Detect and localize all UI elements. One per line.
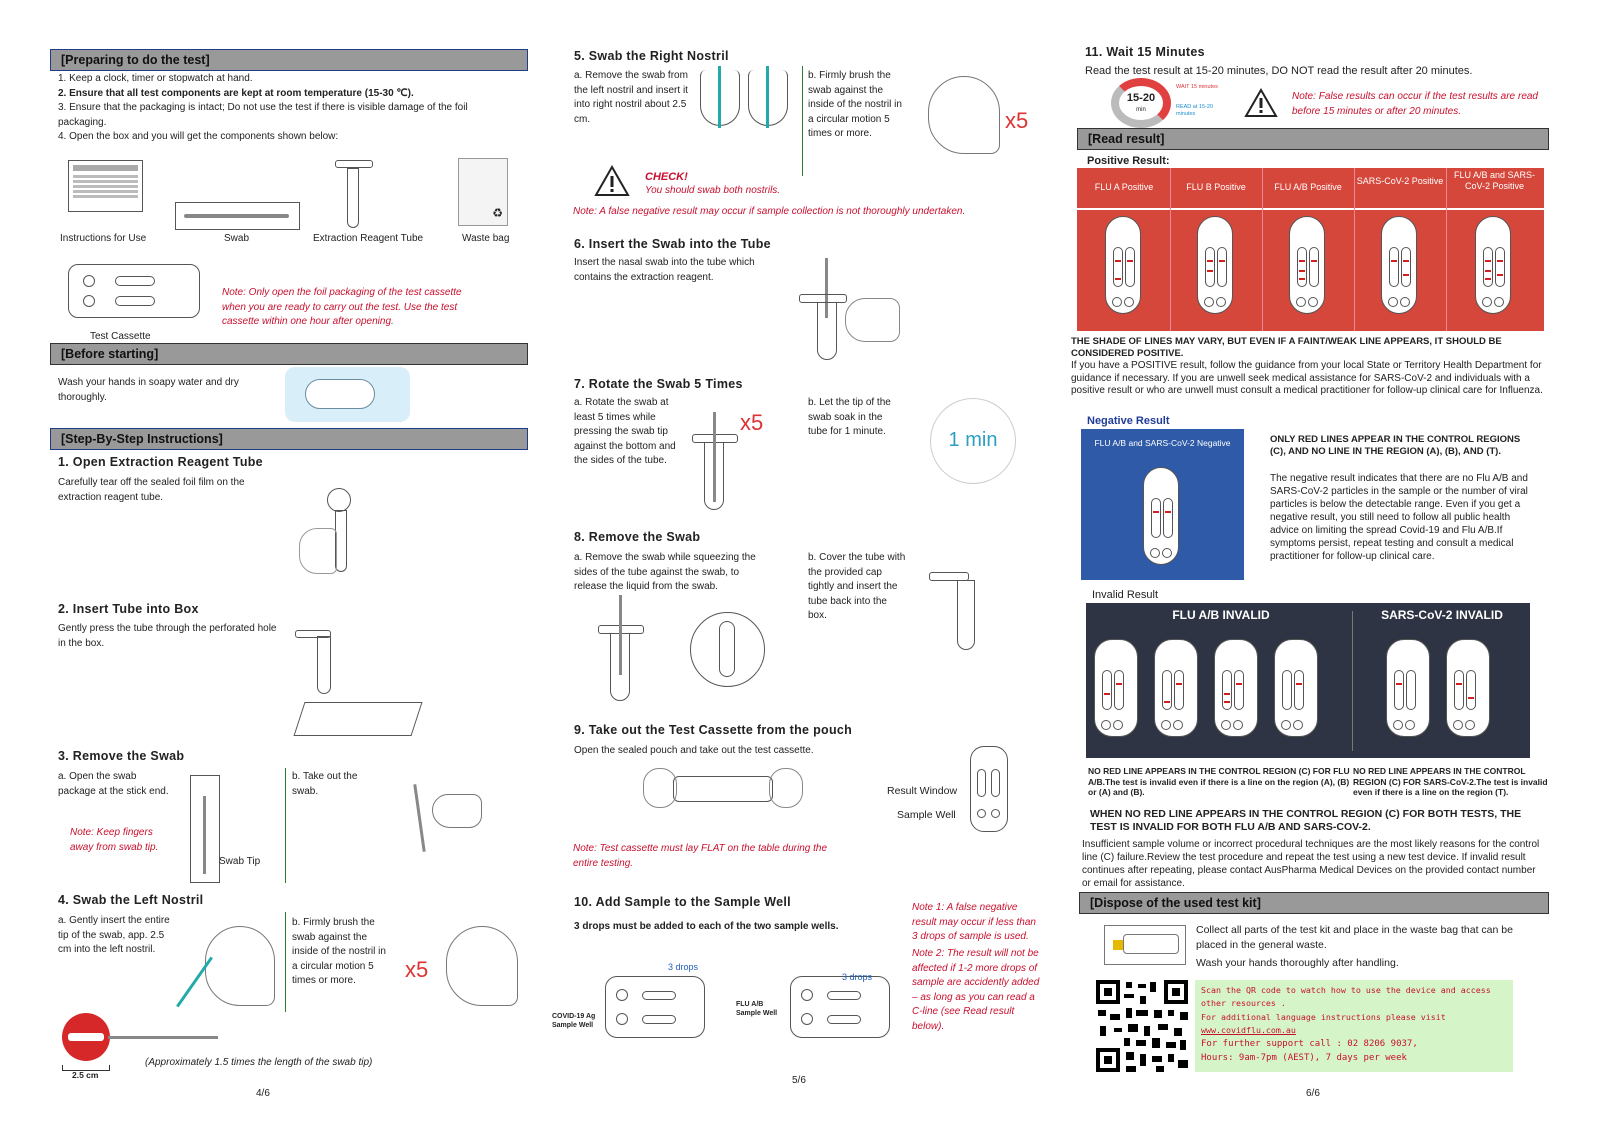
qr-line-1: Scan the QR code to watch how to use the device and access other resources . [1201,985,1491,1009]
one-minute-timer [930,398,1016,484]
cassette-label: Test Cassette [90,331,151,342]
step5-title: 5. Swab the Right Nostril [574,49,729,63]
step10-text: 3 drops must be added to each of the two sample wells. [574,921,839,932]
sars-invalid-note: NO RED LINE APPEARS IN THE CONTROL REGION (C) FOR SARS-CoV-2.The test is invalid even if there is a line on the region (T). [1353,766,1548,798]
page-number-5: 5/6 [792,1075,806,1086]
instructions-illustration [68,160,143,212]
note1: Note 1: A false negative result may occur if less than 3 drops of sample is used. [912,902,1036,942]
swab-scale [108,1036,218,1039]
negative-label: FLU A/B and SARS-CoV-2 Negative [1094,438,1231,448]
cassette-note: Note: Only open the foil packaging of the test cassette when you are ready to carry out the test. Use the test cassette within one hour after opening. [222,287,462,327]
step4b-illustration [440,920,520,1010]
step7a-text: a. Rotate the swab at least 5 times while pressing the swab tip against the bottom and the sides of the tube. [574,397,676,466]
prep-item-3: 3. Ensure that the packaging is intact; Do not use the test if there is visible damage of the foil packaging. [58,102,468,128]
step10-drops-2: 3 drops [842,972,873,982]
step8a-text: a. Remove the swab while squeezing the sides of the tube against the swab, to release the liquid from the swab. [574,552,756,592]
swab-tip-label: Swab Tip [219,856,261,867]
result-window-label: Result Window [887,785,958,797]
tube-illustration [325,160,380,228]
cassette-illustration [68,264,200,318]
positive-panel [1077,168,1544,331]
positive-card-flu-b [1197,216,1233,314]
timer-value: 15-20 [1126,92,1156,104]
step6-title: 6. Insert the Swab into the Tube [574,237,771,251]
invalid-card-6 [1446,639,1490,737]
check-text: You should swab both nostrils. [645,185,781,196]
step4-title: 4. Swab the Left Nostril [58,893,204,907]
dispose-text: Collect all parts of the test kit and place in the waste bag that can be placed in the general waste. [1196,924,1513,952]
step10-covid-cassette [605,976,705,1038]
step8b-text: b. Cover the tube with the provided cap tightly and insert the tube back into the box. [808,552,906,621]
both-invalid-text: WHEN NO RED LINE APPEARS IN THE CONTROL REGION (C) FOR BOTH TESTS, THE TEST IS INVALID FOR BOTH FLU A/B AND SARS-COV-2. [1090,808,1522,834]
step8-title: 8. Remove the Swab [574,530,701,544]
step1-illustration [295,478,385,588]
step9-illustration [643,768,803,818]
step5-divider [802,66,803,176]
step6-illustration [795,258,905,362]
flu-invalid-label: FLU A/B INVALID [1172,608,1270,622]
step1-title: 1. Open Extraction Reagent Tube [58,455,263,469]
qr-code [1096,980,1188,1072]
positive-card-flu-a [1105,216,1141,314]
positive-guidance: If you have a POSITIVE result, follow the guidance from your local State or Territory Health Department for guidance if necessary. If you are unwell seek medical assistance for SARS-CoV-2 and individuals with a positive result or who are unwell must consult a medical practitioner for follow-up clinical care for Influenza. [1071,360,1543,396]
dispose-header: [Dispose of the used test kit] [1079,892,1549,914]
sars-invalid-label: SARS-CoV-2 INVALID [1381,608,1503,622]
page-number-4: 4/6 [256,1088,270,1099]
prep-item-1: 1. Keep a clock, timer or stopwatch at hand. [58,73,253,84]
negative-card [1143,467,1179,565]
step7a-illustration [690,412,740,512]
timer-unit: min [1136,107,1146,113]
prep-item-4: 4. Open the box and you will get the components shown below: [58,131,339,142]
step5b-illustration [922,72,1010,158]
invalid-card-1 [1094,639,1138,737]
wash-text: Wash your hands thoroughly after handling. [1196,957,1399,969]
covid-well-label: COVID-19 Ag Sample Well [552,1013,596,1030]
before-header: [Before starting] [50,343,528,365]
negative-text: The negative result indicates that there are no Flu A/B and SARS-CoV-2 particles in the sample or the number of viral particles is below the detectable range. Even if you get a negative result, you still need to follow all public health advice on limiting the spread Covid-19 and Flu A/B.If symptoms persist, repeat testing and consult a medical practitioner for follow-up clinical care. [1270,473,1528,562]
positive-card-sars [1381,216,1417,314]
one-minute-label: 1 min [948,429,998,451]
invalid-panel [1086,603,1530,758]
invalid-title: Invalid Result [1092,589,1159,601]
step5a-text: a. Remove the swab from the left nostril and insert it into right nostril about 2.5 cm. [574,70,688,125]
positive-label-flu-b: FLU B Positive [1186,182,1246,192]
step4-divider [285,912,286,1012]
step3-divider [285,768,286,883]
step9-cassette [970,746,1008,832]
positive-label-flu-a: FLU A Positive [1094,182,1154,192]
step7-title: 7. Rotate the Swab 5 Times [574,377,743,391]
qr-line-2: For additional language instructions please visit [1201,1011,1446,1022]
step10-flu-cassette [790,976,890,1038]
invalid-guidance: Insufficient sample volume or incorrect procedural techniques are the most likely reasons for the control line (C) failure.Review the test procedure and repeat the test using a new test device. If invalid result continues after repeating, please contact AusPharma Medical Devices on the provided contact number or email for assistance. [1082,839,1540,889]
invalid-card-5 [1386,639,1430,737]
qr-url-link[interactable]: www.covidflu.com.au [1201,1024,1296,1035]
step5-x5: x5 [1005,108,1029,133]
negative-caps: ONLY RED LINES APPEAR IN THE CONTROL REGIONS (C), AND NO LINE IN THE REGION (A), (B), AND (T). [1270,434,1521,457]
support-box [1195,980,1513,1072]
step6-text: Insert the nasal swab into the tube which contains the extraction reagent. [574,257,755,283]
invalid-card-2 [1154,639,1198,737]
flu-invalid-note: NO RED LINE APPEARS IN THE CONTROL REGION (C) FOR FLU A/B.The test is invalid even if there is a line on the region (A), (B) or (A) and (B). [1088,766,1350,798]
swab-illustration [175,202,300,230]
step4a-illustration [185,920,277,1010]
negative-title: Negative Result [1087,415,1170,427]
positive-card-flu-ab [1289,216,1325,314]
before-text: Wash your hands in soapy water and dry thoroughly. [58,377,239,403]
no-entry-icon [62,1013,110,1061]
false-result-warning-icon [1244,88,1278,118]
warning-icon [594,165,630,197]
step5a-illustration [698,66,793,132]
invalid-card-4 [1274,639,1318,737]
positive-title: Positive Result: [1087,155,1170,167]
component-label-instructions: Instructions for Use [60,233,147,244]
read-label: READ at 15-20 minutes [1176,104,1213,118]
dispose-illustration [1104,925,1186,965]
step11-title: 11. Wait 15 Minutes [1085,45,1205,59]
component-label-tube: Extraction Reagent Tube [313,233,424,244]
prep-item-2: 2. Ensure that all test components are kept at room temperature (15-30 ℃). [58,87,414,99]
step10-title: 10. Add Sample to the Sample Well [574,895,791,909]
sample-well-label: Sample Well [897,809,956,821]
step4-x5: x5 [405,957,429,982]
step8b-illustration [925,552,985,652]
step3-title: 3. Remove the Swab [58,749,185,763]
prep-list [58,72,508,145]
approx-text: (Approximately 1.5 times the length of the swab tip) [145,1057,373,1068]
component-label-waste-bag: Waste bag [462,233,510,244]
step2-text: Gently press the tube through the perforated hole in the box. [58,623,277,649]
wait-label: WAIT 15 minutes [1176,84,1218,90]
step3a-text: a. Open the swab package at the stick end. [58,771,169,797]
step3b-illustration [410,782,490,852]
step2-illustration [295,622,420,740]
shade-text: THE SHADE OF LINES MAY VARY, BUT EVEN IF A FAINT/WEAK LINE APPEARS, IT SHOULD BE CONSIDERED POSITIVE. [1071,336,1502,359]
steps-header: [Step-By-Step Instructions] [50,428,528,450]
flu-well-label: FLU A/B Sample Well [736,1001,778,1018]
step7b-text: b. Let the tip of the swab soak in the tube for 1 minute. [808,397,891,437]
step3a-illustration [190,775,220,883]
step8a-illustration [594,595,674,705]
component-label-swab: Swab [224,233,250,244]
note2: Note 2: The result will not be affected if 1-2 more drops of sample are accidently added – as long as you can read a C-line (see Read result below). [912,948,1040,1032]
positive-card-both [1475,216,1511,314]
qr-hours: Hours: 9am-7pm (AEST), 7 days per week [1201,1053,1407,1064]
false-result-note: Note: False results can occur if the test results are read before 15 minutes or after 20 minutes. [1292,91,1538,117]
read-result-header: [Read result] [1077,128,1549,150]
handwash-illustration [285,367,410,422]
step8-squeeze-illustration [690,612,765,687]
false-negative-note: Note: A false negative result may occur if sample collection is not thoroughly undertaken. [573,206,966,217]
step2-title: 2. Insert Tube into Box [58,602,199,616]
waste-bag-illustration: ♻ [458,158,508,226]
step5b-text: b. Firmly brush the swab against the inside of the nostril in a circular motion 5 times or more. [808,70,902,139]
step4a-text: a. Gently insert the entire tip of the swab, app. 2.5 cm into the left nostril. [58,915,170,955]
invalid-card-3 [1214,639,1258,737]
positive-label-sars: SARS-CoV-2 Positive [1356,176,1444,186]
page-number-6: 6/6 [1306,1088,1320,1099]
step1-text: Carefully tear off the sealed foil film on the extraction reagent tube. [58,477,245,503]
step3b-text: b. Take out the swab. [292,771,358,797]
flat-note: Note: Test cassette must lay FLAT on the table during the entire testing. [573,843,828,869]
qr-support: For further support call : 02 8206 9037, [1201,1039,1418,1050]
step3-note: Note: Keep fingers away from swab tip. [70,827,159,853]
step4b-text: b. Firmly brush the swab against the inside of the nostril in a circular motion 5 times or more. [292,917,386,986]
positive-label-flu-ab: FLU A/B Positive [1274,182,1342,192]
timer-ring [1111,78,1171,128]
step10-drops-1: 3 drops [668,962,699,972]
step9-text: Open the sealed pouch and take out the test cassette. [574,745,814,756]
prep-header: [Preparing to do the test] [50,49,528,71]
step9-title: 9. Take out the Test Cassette from the pouch [574,723,853,737]
check-title: CHECK! [645,171,688,183]
scale-label: 2.5 cm [72,1070,99,1080]
step11-text: Read the test result at 15-20 minutes, DO NOT read the result after 20 minutes. [1085,65,1473,77]
positive-label-both: FLU A/B and SARS-CoV-2 Positive [1453,170,1536,191]
negative-panel [1081,429,1244,580]
step7-x5: x5 [740,410,764,435]
